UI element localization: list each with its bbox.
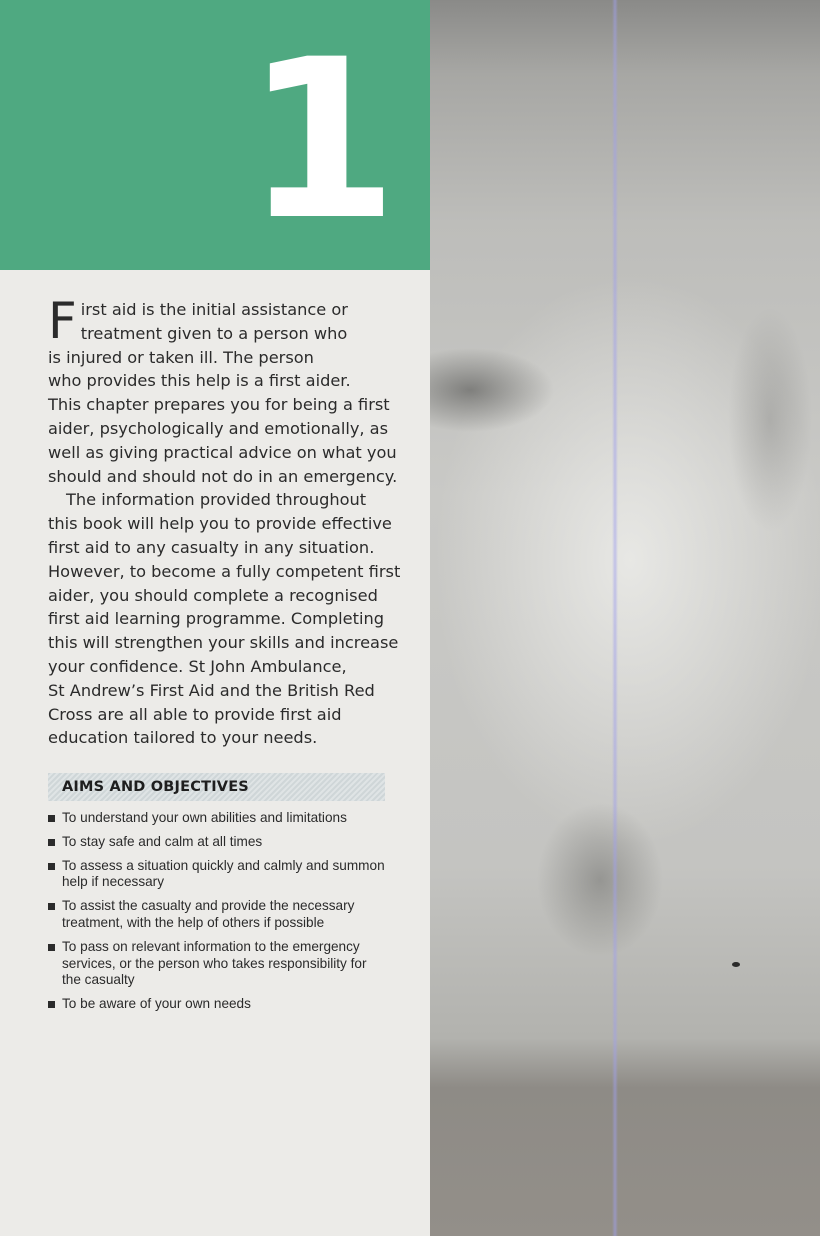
- aims-item-text: To stay safe and calm at all times: [62, 833, 263, 849]
- aims-title: AIMS AND OBJECTIVES: [62, 779, 249, 795]
- intro-paragraph-2: [48, 488, 401, 750]
- square-bullet-icon: [48, 863, 55, 870]
- aims-item-text: To assist the casualty and provide the necessary treatment, with the help of others if possible: [62, 898, 355, 930]
- intro-line: this will strengthen your skills and increase: [48, 633, 399, 653]
- intro-line: first aid learning programme. Completing: [48, 609, 385, 629]
- intro-line: irst aid is the initial assistance or: [80, 300, 348, 319]
- aims-list: [46, 810, 386, 1020]
- aims-list-item: [46, 898, 386, 932]
- blurred-face-photo: [430, 0, 820, 1236]
- intro-line: is injured or taken ill. The person: [48, 347, 314, 367]
- aims-list-item: [46, 834, 386, 851]
- intro-line: education tailored to your needs.: [48, 728, 318, 748]
- chapter-header-band: [0, 0, 430, 270]
- square-bullet-icon: [48, 903, 55, 910]
- intro-line: well as giving practical advice on what you: [48, 442, 397, 462]
- chapter-number: 1: [245, 12, 395, 268]
- square-bullet-icon: [48, 1001, 55, 1008]
- aims-item-text: To assess a situation quickly and calmly and summon help if necessary: [62, 857, 385, 890]
- aims-list-item: [46, 858, 386, 892]
- aims-list-item: [46, 996, 386, 1013]
- intro-line: first aid to any casualty in any situation.: [48, 537, 375, 557]
- intro-line: The information provided throughout: [66, 490, 367, 510]
- intro-line: This chapter prepares you for being a first: [48, 395, 390, 415]
- intro-line: should and should not do in an emergency.: [48, 466, 398, 486]
- intro-line: Cross are all able to provide first aid: [48, 704, 342, 724]
- intro-line: treatment given to a person who: [80, 323, 348, 343]
- square-bullet-icon: [48, 815, 55, 822]
- aims-list-item: [46, 939, 386, 989]
- square-bullet-icon: [48, 944, 55, 951]
- intro-line: aider, you should complete a recognised: [48, 585, 378, 605]
- intro-paragraph-1: [48, 292, 398, 488]
- aims-item-text: To be aware of your own needs: [62, 996, 251, 1012]
- dust-speck: [732, 962, 740, 967]
- intro-line: your confidence. St John Ambulance,: [48, 656, 347, 676]
- intro-line: this book will help you to provide effective: [48, 514, 392, 534]
- intro-line: However, to become a fully competent first: [48, 561, 401, 581]
- intro-line: aider, psychologically and emotionally, as: [48, 418, 389, 438]
- intro-line: St Andrew’s First Aid and the British Red: [48, 680, 375, 700]
- aims-list-item: [46, 810, 386, 827]
- aims-header: [48, 773, 385, 801]
- drop-cap: F: [48, 292, 77, 350]
- chapter-intro: [48, 292, 401, 750]
- aims-item-text: To pass on relevant information to the emergency services, or the person who takes responsibility for the casualty: [62, 938, 367, 988]
- scan-stripe: [612, 0, 618, 1236]
- aims-item-text: To understand your own abilities and limitations: [62, 810, 347, 825]
- square-bullet-icon: [48, 839, 55, 846]
- intro-line: who provides this help is a first aider.: [48, 371, 351, 391]
